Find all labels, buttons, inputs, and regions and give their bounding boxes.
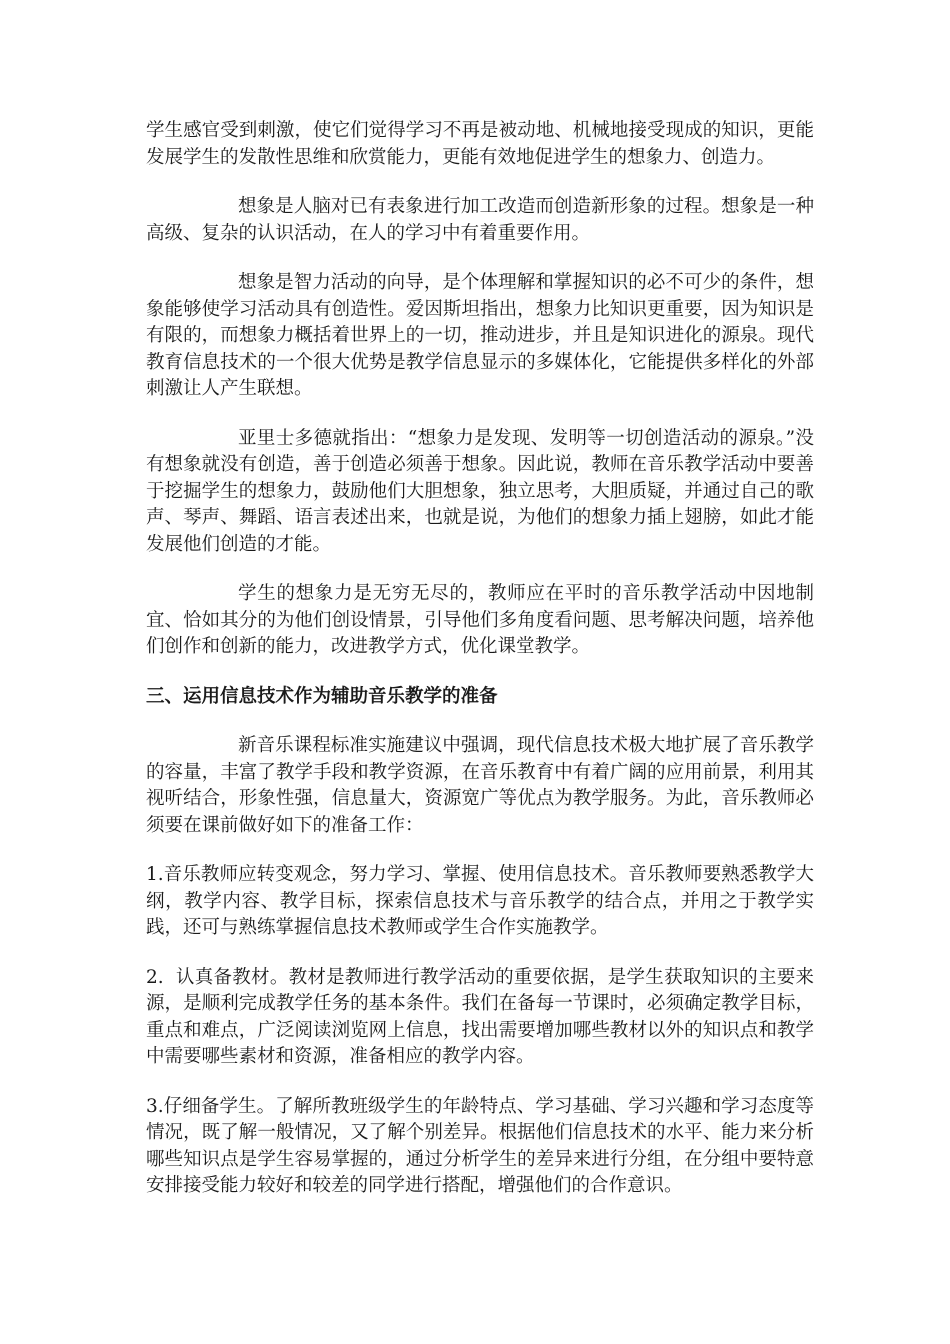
paragraph-continuation: 学生感官受到刺激，使它们觉得学习不再是被动地、机械地接受现成的知识，更能发展学生的发散性思维和欣赏能力，更能有效地促进学生的想象力、创造力。 [146, 120, 814, 168]
paragraph-student-imagination: 学生的想象力是无穷无尽的，教师应在平时的音乐教学活动中因地制宜、恰如其分的为他们创设情景，引导他们多角度看问题、思考解决问题，培养他们创作和创新的能力，改进教学方式，优化课堂教学。 [146, 583, 814, 657]
paragraph-aristotle-quote: 亚里士多德就指出：“想象力是发现、发明等一切创造活动的源泉。”没有想象就没有创造，善于创造必须善于想象。因此说，教师在音乐教学活动中要善于挖掘学生的想象力，鼓励他们大胆想象，独立思考，大胆质疑，并通过自己的歌声、琴声、舞蹈、语言表述出来，也就是说，为他们的想象力插上翅膀，如此才能发展他们创造的才能。 [146, 427, 814, 555]
document-page [146, 118, 814, 1223]
list-item-2: 2. 认真备教材。教材是教师进行教学活动的重要依据，是学生获取知识的主要来源，是顺利完成教学任务的基本条件。我们在备每一节课时，必须确定教学目标，重点和难点，广泛阅读浏览网上信息，找出需要增加哪些教材以外的知识点和教学中需要哪些素材和资源，准备相应的教学内容。 [146, 966, 814, 1067]
list-item-3: 3.仔细备学生。了解所教班级学生的年龄特点、学习基础、学习兴趣和学习态度等情况，既了解一般情况，又了解个别差异。根据他们信息技术的水平、能力来分析哪些知识点是学生容易掌握的，通过分析学生的差异来进行分组，在分组中要特意安排接受能力较好和较差的同学进行搭配，增强他们的合作意识。 [146, 1095, 814, 1196]
paragraph-imagination-guide: 想象是智力活动的向导，是个体理解和掌握知识的必不可少的条件，想象能够使学习活动具有创造性。爱因斯坦指出，想象力比知识更重要，因为知识是有限的，而想象力概括着世界上的一切，推动进步，并且是知识进化的源泉。现代教育信息技术的一个很大优势是教学信息显示的多媒体化，它能提供多样化的外部刺激让人产生联想。 [146, 272, 814, 399]
paragraph-curriculum-standard: 新音乐课程标准实施建议中强调，现代信息技术极大地扩展了音乐教学的容量，丰富了教学手段和教学资源，在音乐教育中有着广阔的应用前景，利用其视听结合，形象性强，信息量大，资源宽广等优点为教学服务。为此，音乐教师必须要在课前做好如下的准备工作： [146, 735, 814, 836]
paragraph-imagination-definition: 想象是人脑对已有表象进行加工改造而创造新形象的过程。想象是一种高级、复杂的认识活动，在人的学习中有着重要作用。 [146, 196, 814, 244]
section-heading: 三、运用信息技术作为辅助音乐教学的准备 [146, 685, 498, 707]
list-item-1: 1.音乐教师应转变观念，努力学习、掌握、使用信息技术。音乐教师要熟悉教学大纲，教学内容、教学目标，探索信息技术与音乐教学的结合点，并用之于教学实践，还可与熟练掌握信息技术教师或学生合作实施教学。 [146, 864, 814, 938]
